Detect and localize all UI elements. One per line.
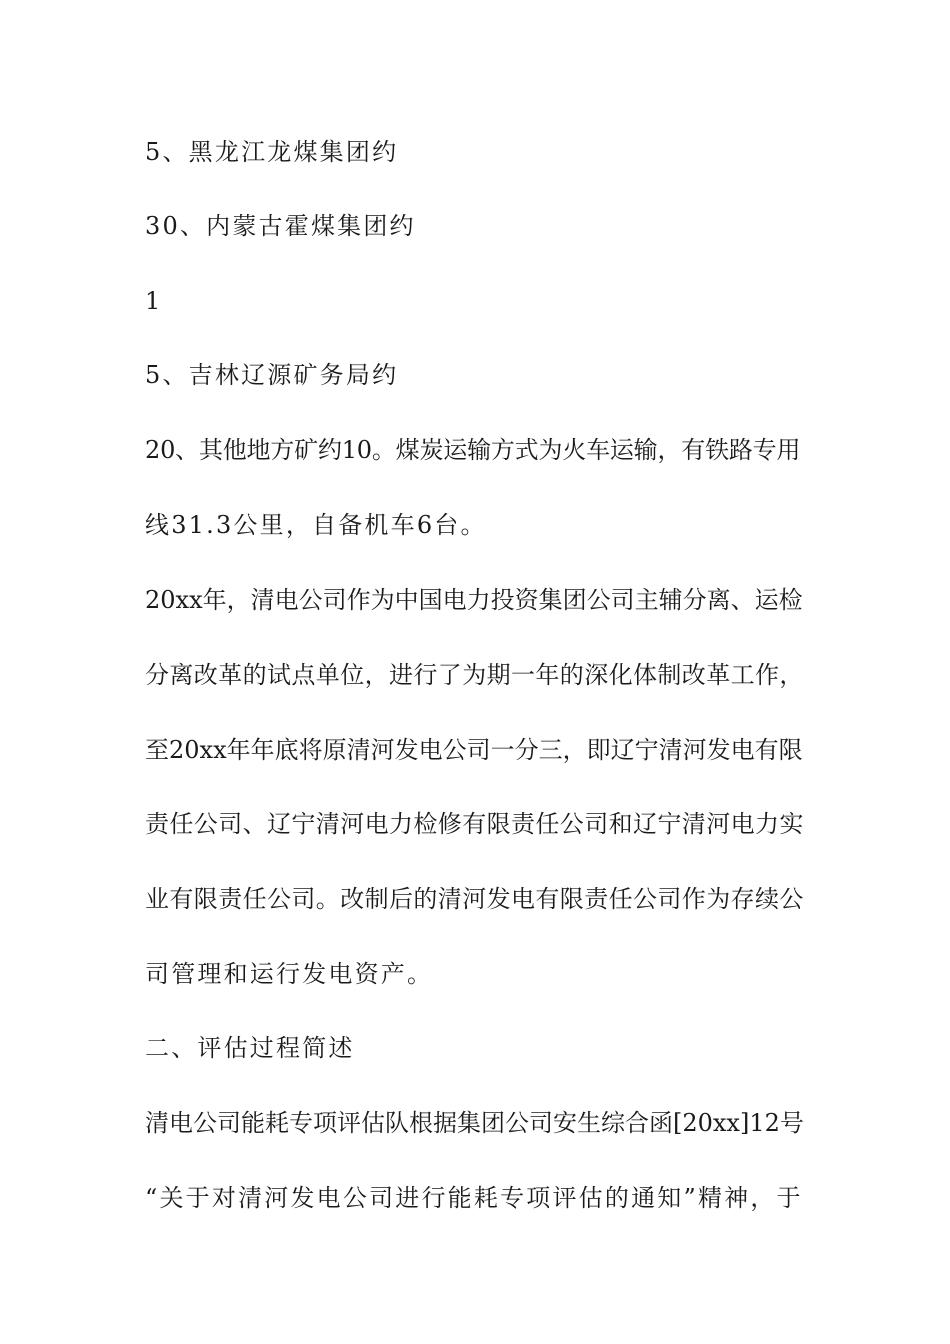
text-line: 责任公司、辽宁清河电力检修有限责任公司和辽宁清河电力实 bbox=[145, 810, 804, 838]
text-line: 司管理和运行发电资产。 bbox=[145, 960, 434, 988]
text-line: 清电公司能耗专项评估队根据集团公司安生综合函[20xx]12号 bbox=[145, 1109, 804, 1137]
text-line: 30、内蒙古霍煤集团约 bbox=[145, 212, 416, 240]
text-line: 20xx年，清电公司作为中国电力投资集团公司主辅分离、运检 bbox=[145, 586, 803, 614]
text-line: 5、吉林辽源矿务局约 bbox=[145, 361, 399, 389]
text-line: 20、其他地方矿约10。煤炭运输方式为火车运输，有铁路专用 bbox=[145, 436, 801, 464]
text-line: 分离改革的试点单位，进行了为期一年的深化体制改革工作， bbox=[145, 661, 804, 689]
text-line: 线31.3公里，自备机车6台。 bbox=[145, 511, 487, 539]
section-heading: 二、评估过程简述 bbox=[145, 1034, 355, 1062]
text-line: 业有限责任公司。改制后的清河发电有限责任公司作为存续公 bbox=[145, 885, 804, 913]
text-line: “关于对清河发电公司进行能耗专项评估的通知”精神，于 bbox=[145, 1184, 803, 1212]
text-line: 至20xx年年底将原清河发电公司一分三，即辽宁清河发电有限 bbox=[145, 736, 803, 764]
text-line: 1 bbox=[145, 287, 163, 315]
text-line: 5、黑龙江龙煤集团约 bbox=[145, 138, 399, 166]
